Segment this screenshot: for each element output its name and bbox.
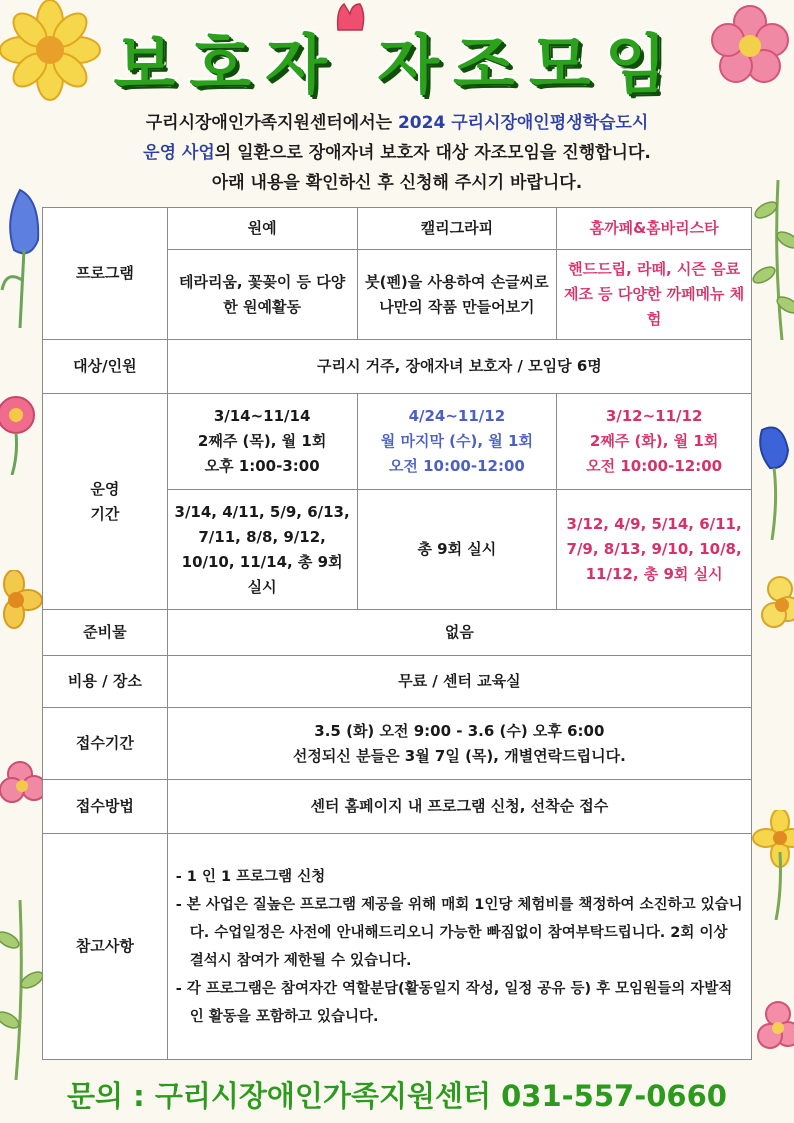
apply-period-value xyxy=(167,708,751,780)
period-header-line2: 기간 xyxy=(90,504,120,523)
schedule-gardening xyxy=(167,394,357,490)
pink-flower-icon xyxy=(752,1000,794,1070)
cost-header: 비용 / 장소 xyxy=(43,656,168,708)
schedule-time: 오전 10:00-12:00 xyxy=(388,457,525,475)
schedule-range: 3/14~11/14 xyxy=(213,407,311,425)
pink-flower-icon xyxy=(0,760,44,830)
target-header: 대상/인원 xyxy=(43,340,168,394)
supplies-header: 준비물 xyxy=(43,610,168,656)
schedule-calligraphy xyxy=(357,394,557,490)
intro-text xyxy=(30,108,764,198)
program-desc-homecafe: 핸드드립, 라떼, 시즌 음료제조 등 다양한 까페메뉴 체험 xyxy=(557,250,752,340)
apply-period-line2: 선정되신 분들은 3월 7일 (목), 개별연락드립니다. xyxy=(292,746,626,765)
program-name-calligraphy: 캘리그라피 xyxy=(357,208,557,250)
apply-period-line1: 3.5 (화) 오전 9:00 - 3.6 (수) 오후 6:00 xyxy=(314,721,605,740)
pink-flower-icon xyxy=(0,395,46,475)
intro-line3: 아래 내용을 확인하신 후 신청해 주시기 바랍니다. xyxy=(211,173,583,193)
period-header xyxy=(43,394,168,610)
notes-list xyxy=(167,834,751,1060)
program-desc-gardening: 테라리움, 꽃꽂이 등 다양한 원예활동 xyxy=(167,250,357,340)
intro-line1-b: 2024 구리시장애인평생학습도시 xyxy=(397,113,649,133)
note-item: - 본 사업은 질높은 프로그램 제공을 위해 매회 1인당 체험비를 책정하여 소진하고 있습니다. 수업일정은 사전에 안내해드리오니 가능한 빠짐없이 참여부탁드립니다. 2회 이상 결석시 참여가 제한될 수 있습니다. xyxy=(175,896,743,969)
program-name-gardening: 원예 xyxy=(167,208,357,250)
target-value: 구리시 거주, 장애자녀 보호자 / 모임당 6명 xyxy=(167,340,751,394)
yellow-flower-icon xyxy=(0,570,44,660)
leaf-sprig-icon xyxy=(748,180,794,340)
supplies-value: 없음 xyxy=(167,610,751,656)
schedule-freq: 월 마지막 (수), 월 1회 xyxy=(380,432,533,450)
contact-info: 문의 : 구리시장애인가족지원센터 031-557-0660 xyxy=(67,1079,727,1113)
info-table xyxy=(42,207,752,1060)
dates-gardening: 3/14, 4/11, 5/9, 6/13, 7/11, 8/8, 9/12, 10/10, 11/14, 총 9회 실시 xyxy=(167,490,357,610)
schedule-time: 오전 10:00-12:00 xyxy=(586,457,723,475)
period-header-line1: 운영 xyxy=(90,479,120,498)
program-header: 프로그램 xyxy=(43,208,168,340)
schedule-range: 3/12~11/12 xyxy=(605,407,703,425)
schedule-homecafe xyxy=(557,394,752,490)
intro-line2-a: 운영 사업 xyxy=(143,143,215,163)
apply-period-header: 접수기간 xyxy=(43,708,168,780)
note-item: - 각 프로그램은 참여자간 역할분담(활동일지 작성, 일정 공유 등) 후 모임원들의 자발적인 활동을 포함하고 있습니다. xyxy=(175,980,733,1025)
schedule-freq: 2째주 (화), 월 1회 xyxy=(589,432,719,450)
note-item: - 1 인 1 프로그램 신청 xyxy=(175,868,326,885)
dates-homecafe: 3/12, 4/9, 5/14, 6/11, 7/9, 8/13, 9/10, 10/8, 11/12, 총 9회 실시 xyxy=(557,490,752,610)
apply-method-header: 접수방법 xyxy=(43,780,168,834)
dates-calligraphy: 총 9회 실시 xyxy=(357,490,557,610)
leaf-sprig-icon xyxy=(0,900,44,1080)
yellow-flower-icon xyxy=(752,810,794,920)
page-title: 보호자 자조모임 xyxy=(113,29,681,103)
program-desc-calligraphy: 붓(펜)을 사용하여 손글씨로 나만의 작품 만들어보기 xyxy=(357,250,557,340)
program-name-homecafe: 홈까페&홈바리스타 xyxy=(557,208,752,250)
schedule-range: 4/24~11/12 xyxy=(408,407,506,425)
blue-flower-icon xyxy=(752,420,794,540)
schedule-freq: 2째주 (목), 월 1회 xyxy=(197,432,327,450)
intro-line1-a: 구리시장애인가족지원센터에서는 xyxy=(145,113,398,133)
intro-line2-b: 의 일환으로 장애자녀 보호자 대상 자조모임을 진행합니다. xyxy=(214,143,651,163)
apply-method-value: 센터 홈페이지 내 프로그램 신청, 선착순 접수 xyxy=(167,780,751,834)
notes-header: 참고사항 xyxy=(43,834,168,1060)
cost-value: 무료 / 센터 교육실 xyxy=(167,656,751,708)
yellow-flower-icon xyxy=(752,575,794,655)
schedule-time: 오후 1:00-3:00 xyxy=(204,457,320,475)
